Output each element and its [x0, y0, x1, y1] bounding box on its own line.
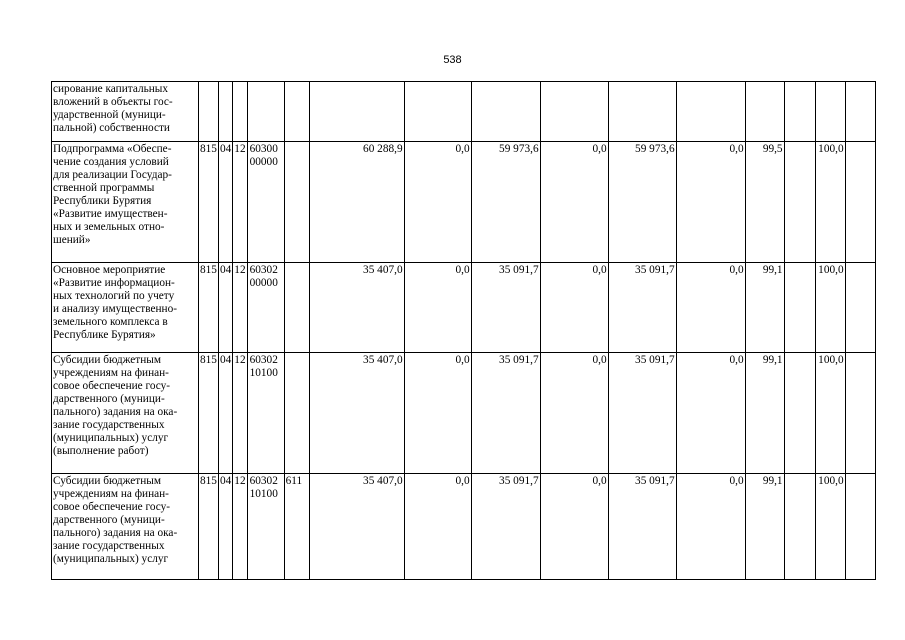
row-name-line: Субсидии бюджетным: [53, 354, 161, 366]
expense-type-code: [284, 142, 309, 263]
empty-cell-2: [845, 82, 875, 142]
execution-percent-2: 100,0: [815, 263, 845, 353]
row-name-line: зание государственных: [53, 540, 165, 552]
executed-amount: 35 091,7: [471, 263, 540, 353]
executed-federal: 0,0: [540, 263, 608, 353]
row-name: [52, 82, 199, 142]
planned-federal: [404, 82, 471, 142]
subsection-code: 12: [233, 263, 247, 353]
subsection-code: 12: [233, 474, 247, 580]
expense-type-code: [284, 353, 309, 474]
row-name-line: Субсидии бюджетным: [53, 475, 161, 487]
subsection-code: 12: [233, 353, 247, 474]
row-name-line: ных технологий по учету: [53, 290, 175, 302]
executed-amount: 35 091,7: [471, 353, 540, 474]
section-code: 04: [219, 263, 233, 353]
planned-federal: 0,0: [404, 142, 471, 263]
cash-executed-federal: [676, 82, 745, 142]
row-name-line: совое обеспечение госу-: [53, 380, 171, 392]
row-name-line: Республики Бурятия: [53, 195, 152, 207]
page-number: 538: [443, 54, 462, 66]
empty-cell: [784, 142, 815, 263]
cash-executed-amount: 59 973,6: [608, 142, 676, 263]
row-name-line: Подпрограмма «Обеспе-: [53, 143, 172, 155]
expense-type-code: [284, 82, 309, 142]
row-name-line: ударственной (муници-: [53, 109, 166, 121]
target-code-line: 60300: [249, 143, 278, 155]
executed-federal: 0,0: [540, 474, 608, 580]
row-name-line: ственной программы: [53, 182, 155, 194]
empty-cell: [784, 353, 815, 474]
row-name: [52, 474, 199, 580]
section-code: 04: [219, 142, 233, 263]
table-row: [52, 353, 876, 474]
execution-percent: 99,1: [745, 263, 784, 353]
target-code: [247, 82, 284, 142]
target-code: [247, 474, 284, 580]
row-name-line: «Развитие информацион-: [53, 277, 175, 289]
row-name-line: дарственного (муници-: [53, 514, 165, 526]
row-name-line: дарственного (муници-: [53, 393, 165, 405]
executed-amount: [471, 82, 540, 142]
row-name-line: вложений в объекты гос-: [53, 96, 173, 108]
row-name-line: сирование капитальных: [53, 83, 169, 95]
row-name-line: зание государственных: [53, 419, 165, 431]
row-name-line: учреждениям на финан-: [53, 488, 169, 500]
cash-executed-federal: 0,0: [676, 142, 745, 263]
empty-cell: [784, 82, 815, 142]
execution-percent-2: 100,0: [815, 142, 845, 263]
row-name-line: шений»: [53, 234, 91, 246]
execution-percent: 99,5: [745, 142, 784, 263]
cash-executed-federal: 0,0: [676, 263, 745, 353]
target-code-line: 10100: [249, 488, 278, 500]
ministry-code: 815: [199, 263, 219, 353]
empty-cell: [784, 263, 815, 353]
row-name-line: учреждениям на финан-: [53, 367, 169, 379]
subsection-code: 12: [233, 142, 247, 263]
execution-percent-2: 100,0: [815, 474, 845, 580]
expense-type-code: [284, 263, 309, 353]
cash-executed-federal: 0,0: [676, 353, 745, 474]
row-name: [52, 142, 199, 263]
empty-cell-2: [845, 263, 875, 353]
execution-percent-2: 100,0: [815, 353, 845, 474]
executed-federal: 0,0: [540, 353, 608, 474]
target-code-line: 00000: [249, 156, 278, 168]
execution-percent-2: [815, 82, 845, 142]
planned-federal: 0,0: [404, 353, 471, 474]
table-row: [52, 263, 876, 353]
row-name-line: Республике Бурятия»: [53, 329, 156, 341]
cash-executed-amount: 35 091,7: [608, 353, 676, 474]
cash-executed-amount: 35 091,7: [608, 474, 676, 580]
execution-percent: [745, 82, 784, 142]
empty-cell-2: [845, 142, 875, 263]
target-code: [247, 142, 284, 263]
planned-federal: 0,0: [404, 263, 471, 353]
budget-table: [51, 81, 876, 580]
executed-federal: [540, 82, 608, 142]
table-row: [52, 82, 876, 142]
section-code: [219, 82, 233, 142]
row-name-line: пального) задания на ока-: [53, 527, 178, 539]
ministry-code: [199, 82, 219, 142]
expense-type-code: 611: [284, 474, 309, 580]
target-code-line: 10100: [249, 367, 278, 379]
cash-executed-amount: [608, 82, 676, 142]
table-row: [52, 142, 876, 263]
target-code-line: 60302: [249, 475, 278, 487]
execution-percent: 99,1: [745, 474, 784, 580]
subsection-code: [233, 82, 247, 142]
planned-amount: [309, 82, 404, 142]
ministry-code: 815: [199, 353, 219, 474]
ministry-code: 815: [199, 142, 219, 263]
planned-amount: 60 288,9: [309, 142, 404, 263]
target-code-line: 00000: [249, 277, 278, 289]
row-name-line: (выполнение работ): [53, 445, 149, 457]
row-name-line: совое обеспечение госу-: [53, 501, 171, 513]
row-name: [52, 263, 199, 353]
section-code: 04: [219, 474, 233, 580]
row-name-line: (муниципальных) услуг: [53, 553, 169, 565]
cash-executed-amount: 35 091,7: [608, 263, 676, 353]
row-name-line: чение создания условий: [53, 156, 169, 168]
planned-amount: 35 407,0: [309, 263, 404, 353]
row-name-line: ных и земельных отно-: [53, 221, 165, 233]
row-name-line: пальной) собственности: [53, 122, 170, 134]
row-name-line: (муниципальных) услуг: [53, 432, 169, 444]
executed-amount: 35 091,7: [471, 474, 540, 580]
row-name-line: «Развитие имуществен-: [53, 208, 168, 220]
execution-percent: 99,1: [745, 353, 784, 474]
empty-cell-2: [845, 353, 875, 474]
empty-cell-2: [845, 474, 875, 580]
planned-amount: 35 407,0: [309, 474, 404, 580]
target-code: [247, 353, 284, 474]
table-row: [52, 474, 876, 580]
row-name: [52, 353, 199, 474]
row-name-line: и анализу имущественно-: [53, 303, 177, 315]
target-code-line: 60302: [249, 354, 278, 366]
target-code-line: 60302: [249, 264, 278, 276]
ministry-code: 815: [199, 474, 219, 580]
row-name-line: пального) задания на ока-: [53, 406, 178, 418]
target-code: [247, 263, 284, 353]
executed-federal: 0,0: [540, 142, 608, 263]
row-name-line: Основное мероприятие: [53, 264, 166, 276]
executed-amount: 59 973,6: [471, 142, 540, 263]
planned-federal: 0,0: [404, 474, 471, 580]
row-name-line: земельного комплекса в: [53, 316, 168, 328]
planned-amount: 35 407,0: [309, 353, 404, 474]
row-name-line: для реализации Государ-: [53, 169, 172, 181]
cash-executed-federal: 0,0: [676, 474, 745, 580]
section-code: 04: [219, 353, 233, 474]
empty-cell: [784, 474, 815, 580]
